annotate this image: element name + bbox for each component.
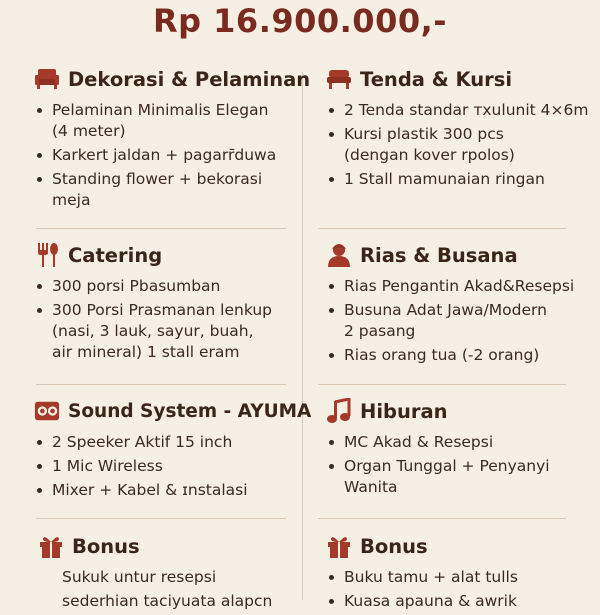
gift-icon [38, 533, 64, 559]
list-item: Kuasa apauna & awrik [326, 591, 590, 612]
list-item: Busuna Adat Jawa/Modern 2 pasang [326, 300, 590, 342]
row-divider-1b [318, 228, 566, 229]
list-item: 300 porsi Pbasumban [34, 276, 296, 297]
list-item: Mixer + Kabel & ɪnstalasi [34, 480, 300, 501]
gift-icon [326, 533, 352, 559]
row-divider-3 [36, 518, 286, 519]
row-divider-3b [318, 518, 566, 519]
section-title: Dekorasi & Pelaminan [68, 67, 311, 91]
list-item: 1 Stall mamunaian ringan [326, 169, 590, 190]
section-bonus-left [38, 531, 296, 615]
list-item: Pelaminan Minimalis Elegan (4 meter) [34, 100, 296, 142]
section-catering [34, 240, 296, 366]
list-item: Buku tamu + alat tulls [326, 567, 590, 588]
row-divider-2b [318, 384, 566, 385]
column-divider [302, 72, 303, 600]
section-rias [326, 240, 590, 369]
list-item: Organ Tunggal + Penyanyi Wanita [326, 456, 590, 498]
list-item: Kursi plastik 300 pcs (dengan kover rpolos) [326, 124, 590, 166]
section-title: Bonus [360, 534, 428, 558]
section-hiburan [326, 396, 590, 501]
list-item: Sukuk untur resepsi [62, 568, 217, 586]
section-title: Rias & Busana [360, 243, 518, 267]
list-item: 2 Speeker Aktif 15 inch [34, 432, 300, 453]
list-item: Rias orang tua (-2 orang) [326, 345, 590, 366]
section-bonus-right [326, 531, 590, 615]
section-title: Sound System - AYUMA [68, 400, 312, 422]
list-item: Rias Pengantin Akad&Resepsi [326, 276, 590, 297]
row-divider-1 [36, 228, 286, 229]
section-title: Hiburan [360, 399, 448, 423]
section-title: Catering [68, 243, 163, 267]
package-price: Rp 16.900.000,- [152, 2, 448, 40]
fork-spoon-icon [34, 242, 60, 268]
chair-icon [326, 66, 352, 92]
list-item: 1 Mic Wireless [34, 456, 300, 477]
section-dekorasi [34, 64, 311, 214]
row-divider-2 [36, 384, 286, 385]
speaker-icon [34, 398, 60, 424]
list-item: Standing flower + bekorasi meja [34, 169, 296, 211]
person-icon [326, 242, 352, 268]
section-title: Bonus [72, 534, 140, 558]
list-item: Karkert jaldan + pagarr̄duwa [34, 145, 296, 166]
section-title: Tenda & Kursi [360, 67, 513, 91]
list-item: sederhian taciyuata alapcn [62, 592, 273, 610]
section-sound-system [34, 396, 312, 504]
sofa-icon [34, 66, 60, 92]
list-item: 300 Porsi Prasmanan lenkup (nasi, 3 lauk, sayur, buah, air mineral) 1 stall eram [34, 300, 296, 363]
music-note-icon [326, 398, 352, 424]
list-item: MC Akad & Resepsi [326, 432, 590, 453]
list-item: 2 Tenda standar ᴛxulunit 4×6m [326, 100, 590, 121]
section-tenda [326, 64, 590, 193]
